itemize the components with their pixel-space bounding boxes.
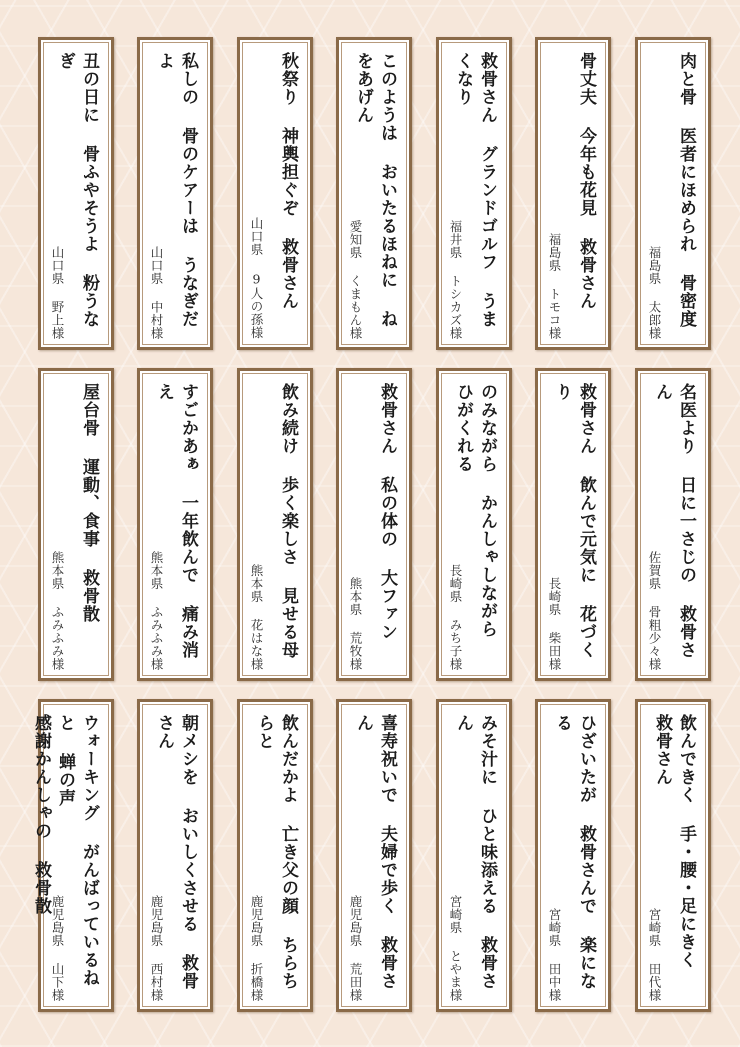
haiku-card <box>38 368 114 681</box>
haiku-author: 宮崎県 田中様 <box>547 907 562 1001</box>
haiku-card <box>635 37 711 350</box>
haiku-card <box>635 368 711 681</box>
haiku-author: 山口県 中村様 <box>149 245 164 339</box>
haiku-author: 長崎県 みち子様 <box>448 563 463 670</box>
haiku-text: 丑の日に 骨ふやそうよ 粉うなぎ <box>55 52 99 328</box>
haiku-author: 熊本県 花はな様 <box>249 563 264 670</box>
haiku-text: ひざいたが 救骨さんで 楽になる <box>552 714 596 990</box>
haiku-text: このようは おいたるほねに ねをあげん <box>353 52 397 328</box>
haiku-row-1 <box>38 37 708 350</box>
haiku-card <box>336 37 412 350</box>
haiku-text: 救骨さん 私の体の 大ファン <box>377 383 397 641</box>
haiku-card <box>38 37 114 350</box>
haiku-card <box>336 699 412 1012</box>
haiku-author: 山口県 野上様 <box>50 245 65 339</box>
haiku-author: 熊本県 ふみふみ様 <box>50 550 65 670</box>
haiku-author: 長崎県 柴田様 <box>547 576 562 670</box>
haiku-text: 秋祭り 神輿担ぐぞ 救骨さん <box>278 52 298 310</box>
haiku-text: 救骨さん グランドゴルフ うまくなり <box>453 52 497 328</box>
haiku-text: 肉と骨 医者にほめられ 骨密度 <box>676 52 696 328</box>
haiku-author: 宮崎県 とやま様 <box>448 894 463 1001</box>
haiku-text: ウォーキング がんばっているねと 蝉の声 感謝かんしゃの 救骨散 <box>31 714 99 987</box>
haiku-text: 救骨さん 飲んで元気に 花づくり <box>552 383 596 659</box>
haiku-author: 熊本県 ふみふみ様 <box>149 550 164 670</box>
haiku-author: 福島県 トモコ様 <box>547 232 562 339</box>
haiku-text: 名医より 日に一さじの 救骨さん <box>652 383 696 659</box>
haiku-text: 骨丈夫 今年も花見 救骨さん <box>576 52 596 310</box>
haiku-card <box>436 37 512 350</box>
haiku-card <box>336 368 412 681</box>
haiku-text: すごかあぁ 一年飲んで 痛み消え <box>154 383 198 659</box>
haiku-author: 鹿児島県 山下様 <box>50 894 65 1001</box>
haiku-text: 私しの 骨のケアーは うなぎだよ <box>154 52 198 328</box>
haiku-card <box>237 37 313 350</box>
haiku-card <box>535 368 611 681</box>
haiku-text: 喜寿祝いで 夫婦で歩く 救骨さん <box>353 714 397 990</box>
haiku-author: 福井県 トシカズ様 <box>448 219 463 339</box>
haiku-text: 朝メシを おいしくさせる 救骨さん <box>154 714 198 990</box>
haiku-author: 福島県 太郎様 <box>647 245 662 339</box>
haiku-author: 鹿児島県 荒田様 <box>348 894 363 1001</box>
haiku-author: 鹿児島県 折橋様 <box>249 894 264 1001</box>
haiku-card <box>137 37 213 350</box>
haiku-text: 飲んできく 手・腰・足にきく 救骨さん <box>652 714 696 969</box>
haiku-row-3 <box>31 699 708 1012</box>
haiku-card <box>237 699 313 1012</box>
haiku-card <box>137 368 213 681</box>
haiku-text: 飲んだかよ 亡き父の顔 ちらちらと <box>254 714 298 990</box>
haiku-text: みそ汁に ひと味添える 救骨さん <box>453 714 497 990</box>
haiku-text: 飲み続け 歩く楽しさ 見せる母 <box>278 383 298 659</box>
haiku-author: 山口県 9人の孫様 <box>249 217 264 339</box>
haiku-card <box>137 699 213 1012</box>
haiku-row-2 <box>38 368 708 681</box>
haiku-author: 愛知県 くまもん様 <box>348 219 363 339</box>
haiku-author: 佐賀県 骨粗少々様 <box>647 550 662 670</box>
haiku-card <box>31 699 114 1012</box>
haiku-text: 屋台骨 運動、食事 救骨散 <box>79 383 99 623</box>
haiku-card <box>535 37 611 350</box>
haiku-card <box>237 368 313 681</box>
haiku-author: 熊本県 荒牧様 <box>348 576 363 670</box>
haiku-text: のみながら かんしゃしながら ひがくれる <box>453 383 497 638</box>
haiku-card <box>635 699 711 1012</box>
haiku-card <box>436 368 512 681</box>
haiku-card <box>436 699 512 1012</box>
haiku-author: 宮崎県 田代様 <box>647 907 662 1001</box>
haiku-card <box>535 699 611 1012</box>
haiku-author: 鹿児島県 西村様 <box>149 894 164 1001</box>
